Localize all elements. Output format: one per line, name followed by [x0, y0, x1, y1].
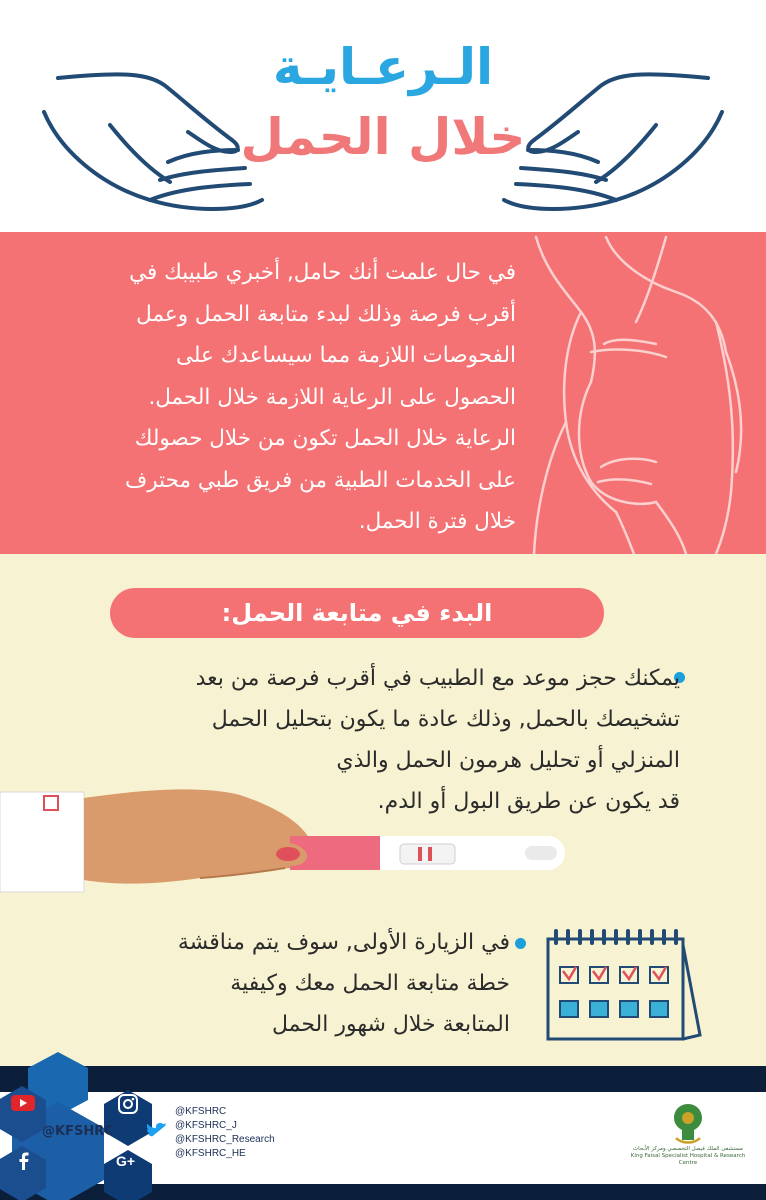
hospital-logo [668, 1100, 708, 1146]
handle-1[interactable]: @KFSHRC [175, 1106, 227, 1117]
title-line-1: الـرعـايـة [272, 38, 494, 96]
intro-section [0, 232, 766, 554]
facebook-icon[interactable] [14, 1151, 32, 1171]
intro-paragraph: في حال علمت أنك حامل, أخبري طبيبك في أقرب فرصة وذلك لبدء متابعة الحمل وعمل الفحوصات اللازمة مما سيساعدك على الحصول على الرعاية اللازمة خلال الحمل. الرعاية خلال الحمل تكون من خلال حصولك على الخدمات الطبية من فريق طبي محترف خلال فترة الحمل. [124, 260, 516, 534]
logo-text-en: King Faisal Specialist Hospital & Research Centre [630, 1153, 746, 1166]
svg-text:G+: G+ [116, 1153, 136, 1169]
title-line-2: خلال الحمل [240, 108, 526, 166]
bullet-dot [515, 938, 526, 949]
twitter-icon[interactable] [147, 1122, 169, 1140]
handle-2[interactable]: @KFSHRC_J [175, 1120, 237, 1131]
youtube-icon[interactable] [10, 1094, 36, 1112]
hospital-logo-text [628, 1146, 748, 1167]
instagram-icon[interactable] [117, 1093, 139, 1115]
logo-text-ar: مستشفى الملك فيصل التخصصي ومركز الأبحاث [632, 1146, 744, 1152]
google-plus-icon[interactable] [114, 1150, 142, 1172]
pregnancy-test-hand-illustration [0, 780, 570, 900]
pregnant-woman-illustration [506, 232, 766, 554]
main-handle[interactable]: @KFSHRC [42, 1124, 114, 1139]
bullet-2-text: في الزيارة الأولى, سوف يتم مناقشة خطة متابعة الحمل معك وكيفية المتابعة خلال شهور الحمل [177, 930, 510, 1037]
bullet-1-text: يمكنك حجز موعد مع الطبيب في أقرب فرصة من بعد تشخيصك بالحمل, وذلك عادة ما يكون بتحليل الحمل المنزلي أو تحليل هرمون الحمل والذي قد يكون عن طريق البول أو الدم. [195, 666, 680, 814]
handle-3[interactable]: @KFSHRC_Research [175, 1134, 275, 1145]
calendar-icon [540, 925, 705, 1045]
handle-4[interactable]: @KFSHRC_HE [175, 1148, 246, 1159]
section-heading: البدء في متابعة الحمل: [110, 588, 604, 638]
